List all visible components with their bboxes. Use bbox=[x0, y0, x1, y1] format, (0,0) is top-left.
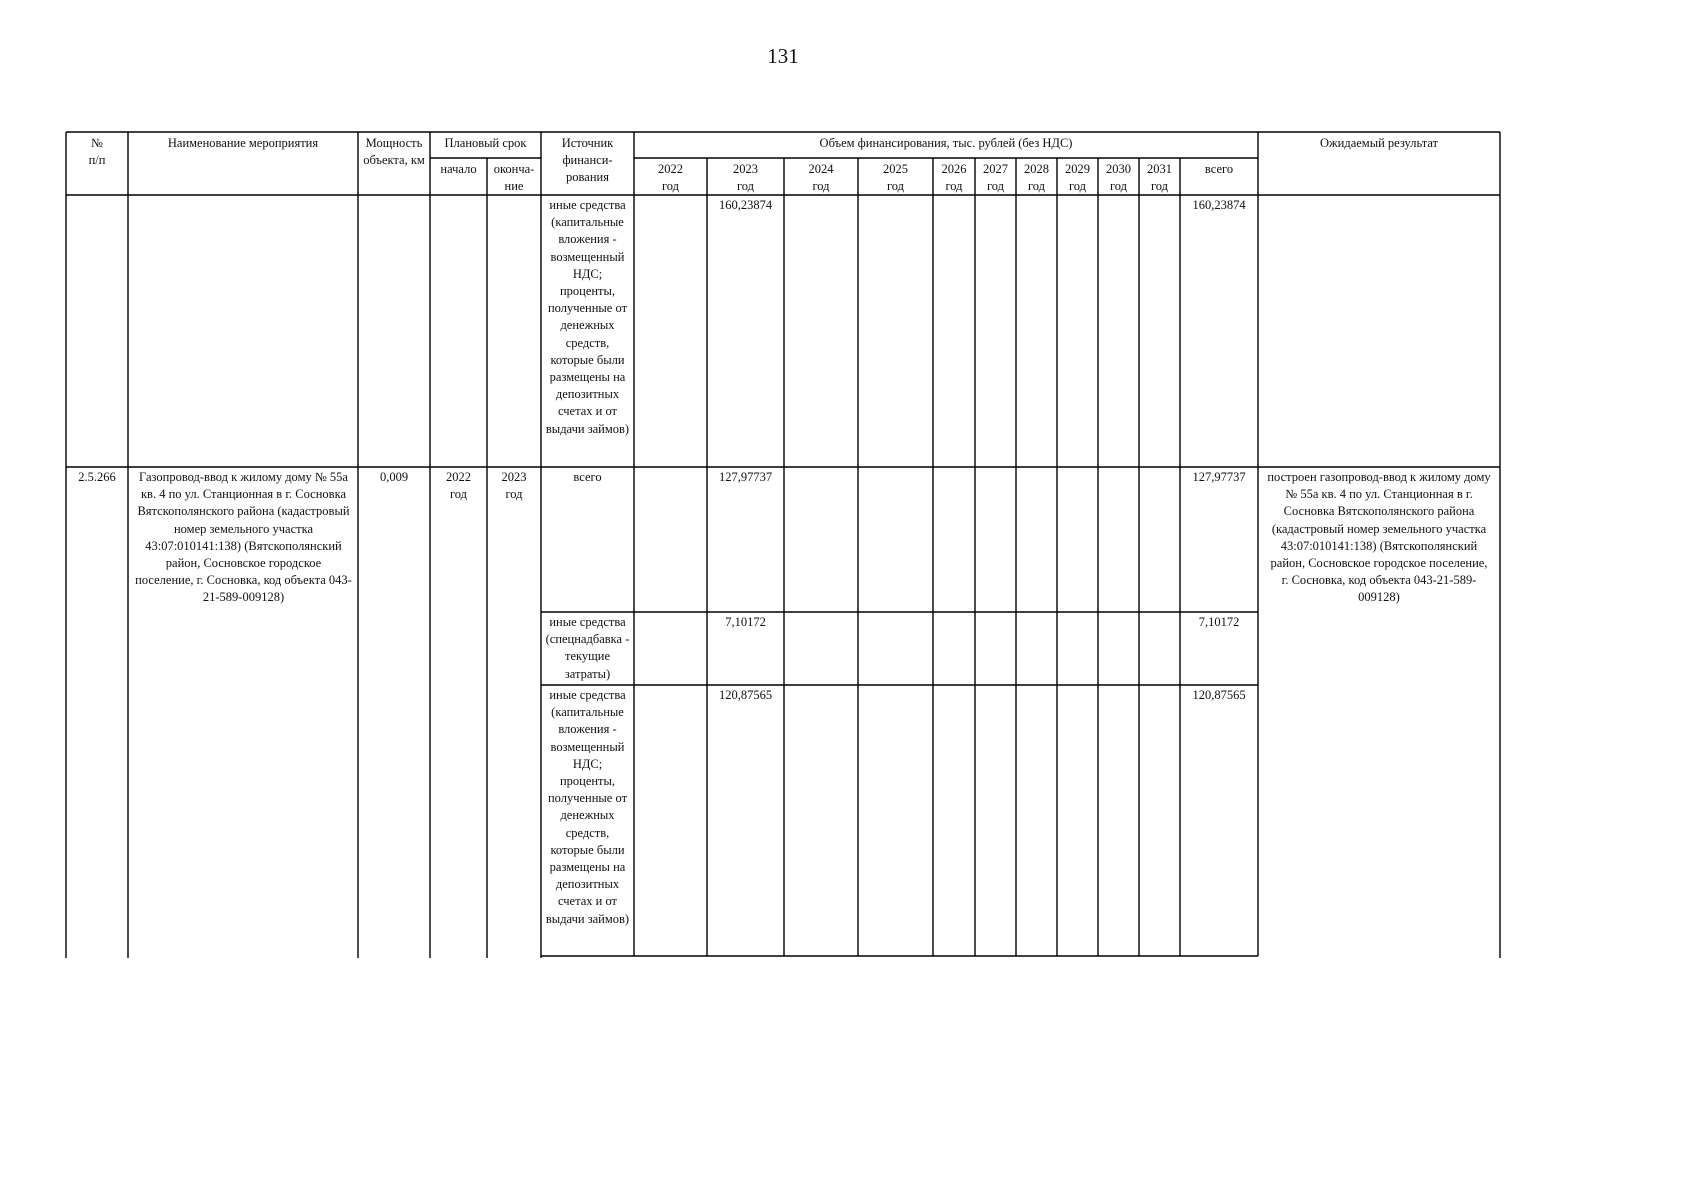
year-label: 2031 bbox=[1147, 162, 1172, 176]
source-line: выдачи займов) bbox=[545, 421, 630, 436]
result-line: г. Сосновка, код объекта 043-21-589- bbox=[1281, 573, 1477, 588]
year-label: 2022 bbox=[658, 162, 683, 176]
year-label: 2030 bbox=[1106, 162, 1131, 176]
source-line: проценты, bbox=[559, 774, 616, 789]
result-line: 009128) bbox=[1358, 590, 1400, 605]
header-source-line-3: рования bbox=[566, 170, 609, 185]
header-year-2025 bbox=[858, 161, 933, 195]
source-line: текущие bbox=[564, 649, 611, 664]
continued-row-2023-value: 160,23874 bbox=[718, 198, 773, 212]
year-label: 2029 bbox=[1065, 162, 1090, 176]
result-line: Сосновка Вятскополянского района bbox=[1283, 504, 1475, 519]
result-line: (кадастровый номер земельного участка bbox=[1271, 521, 1487, 536]
year-unit: год bbox=[1109, 179, 1128, 194]
item-capital-total: 120,87565 bbox=[1192, 688, 1246, 702]
source-line: проценты, bbox=[559, 284, 616, 299]
item-end-unit: год bbox=[505, 487, 523, 502]
header-year-2027 bbox=[975, 161, 1016, 195]
item-name-line: 21-589-009128) bbox=[202, 590, 285, 605]
year-unit: год bbox=[812, 179, 830, 194]
year-label: 2028 bbox=[1024, 162, 1049, 176]
year-unit: год bbox=[661, 179, 680, 194]
source-line: затраты) bbox=[564, 666, 611, 681]
header-name: Наименование мероприятия bbox=[167, 136, 319, 150]
header-year-2026 bbox=[933, 161, 975, 195]
continued-row-total: 160,23874 bbox=[1192, 198, 1246, 212]
source-line: иные средства bbox=[549, 615, 626, 629]
source-line: денежных bbox=[560, 808, 615, 823]
item-surcharge-2023-value: 7,10172 bbox=[725, 615, 766, 629]
item-capacity: 0,009 bbox=[379, 470, 409, 484]
year-label: 2027 bbox=[983, 162, 1008, 176]
source-line: выдачи займов) bbox=[545, 911, 630, 926]
item-start-unit: год bbox=[449, 487, 468, 502]
header-source-line-2: финанси- bbox=[562, 153, 613, 168]
year-label: 2026 bbox=[941, 162, 967, 176]
item-capital-2023-value: 120,87565 bbox=[718, 688, 773, 702]
source-line: полученные от bbox=[547, 791, 628, 806]
header-year-2028 bbox=[1016, 161, 1057, 195]
source-line: иные средства bbox=[549, 198, 626, 212]
source-line: вложения - bbox=[558, 722, 617, 737]
source-line: средств, bbox=[565, 335, 610, 350]
item-end bbox=[487, 469, 541, 503]
item-name-line: кв. 4 по ул. Станционная в г. Сосновка bbox=[140, 487, 347, 502]
source-line: средств, bbox=[565, 825, 610, 840]
header-num-line-2: п/п bbox=[88, 153, 106, 168]
header-end bbox=[487, 161, 541, 195]
item-source-total: всего bbox=[573, 470, 602, 484]
header-capacity bbox=[358, 135, 430, 169]
source-line: возмещенный bbox=[550, 739, 625, 754]
header-year-2023 bbox=[707, 161, 784, 195]
source-line: (капитальные bbox=[551, 705, 624, 720]
item-name bbox=[129, 469, 358, 607]
item-name-line: 43:07:010141:138) (Вятскополянский bbox=[145, 538, 342, 553]
item-name-line: поселение, г. Сосновка, код объекта 043- bbox=[135, 573, 352, 588]
item-total-sum: 127,97737 bbox=[1192, 470, 1246, 484]
item-name-line: район, Сосновское городское bbox=[165, 556, 322, 571]
year-unit: год bbox=[945, 179, 963, 194]
source-line: иные средства bbox=[549, 688, 626, 702]
year-unit: год bbox=[1027, 179, 1046, 194]
source-line: депозитных bbox=[555, 877, 620, 892]
source-line: размещены на bbox=[549, 860, 626, 875]
header-start: начало bbox=[440, 162, 477, 176]
header-source-line-1: Источник bbox=[561, 136, 614, 150]
item-name-line: номер земельного участка bbox=[173, 521, 314, 536]
header-capacity-line-2: объекта, км bbox=[363, 153, 425, 168]
item-start bbox=[430, 469, 487, 503]
continued-row-source bbox=[541, 197, 634, 438]
year-unit: год bbox=[886, 179, 905, 194]
header-year-2022 bbox=[634, 161, 707, 195]
header-year-2029 bbox=[1057, 161, 1098, 195]
header-source bbox=[541, 135, 634, 187]
source-line: депозитных bbox=[555, 387, 620, 402]
header-total: всего bbox=[1204, 162, 1234, 176]
year-label: 2023 bbox=[733, 162, 758, 176]
item-total-2023-value: 127,97737 bbox=[718, 470, 773, 484]
source-line: денежных bbox=[560, 318, 615, 333]
result-line: район, Сосновское городское поселение, bbox=[1270, 556, 1488, 571]
item-end-year: 2023 bbox=[501, 470, 527, 484]
header-end-line-1: оконча- bbox=[493, 162, 535, 176]
source-line: (капитальные bbox=[551, 215, 624, 230]
header-funding-volume: Объем финансирования, тыс. рублей (без НДС) bbox=[819, 136, 1073, 150]
header-num-line-1: № bbox=[91, 136, 103, 150]
source-line: размещены на bbox=[549, 370, 626, 385]
page-number: 131 bbox=[767, 44, 799, 68]
year-unit: год bbox=[736, 179, 755, 194]
header-year-2030 bbox=[1098, 161, 1139, 195]
source-line: НДС; bbox=[572, 756, 603, 771]
item-number: 2.5.266 bbox=[78, 470, 116, 484]
header-end-line-2: ние bbox=[504, 179, 524, 194]
source-line: возмещенный bbox=[550, 249, 625, 264]
header-planned-term: Плановый срок bbox=[444, 136, 527, 150]
header-year-2024 bbox=[784, 161, 858, 195]
item-expected-result bbox=[1259, 469, 1499, 607]
result-line: № 55а кв. 4 по ул. Станционная в г. bbox=[1285, 487, 1473, 502]
result-line: 43:07:010141:138) (Вятскополянский bbox=[1280, 538, 1478, 553]
item-name-line: Газопровод-ввод к жилому дому № 55а bbox=[139, 470, 348, 484]
source-line: счетах и от bbox=[557, 404, 618, 419]
result-line: построен газопровод-ввод к жилому дому bbox=[1267, 470, 1491, 484]
source-line: вложения - bbox=[558, 232, 617, 247]
header-expected-result: Ожидаемый результат bbox=[1319, 136, 1439, 150]
header-num bbox=[66, 135, 128, 169]
year-unit: год bbox=[1068, 179, 1087, 194]
year-label: 2025 bbox=[883, 162, 908, 176]
source-line: НДС; bbox=[572, 266, 603, 281]
item-start-year: 2022 bbox=[446, 470, 471, 484]
year-label: 2024 bbox=[808, 162, 834, 176]
header-capacity-line-1: Мощность bbox=[365, 136, 423, 150]
header-year-2031 bbox=[1139, 161, 1180, 195]
item-surcharge-total: 7,10172 bbox=[1198, 615, 1240, 629]
item-source-surcharge bbox=[541, 614, 634, 683]
source-line: которые были bbox=[550, 352, 625, 367]
year-unit: год bbox=[1150, 179, 1169, 194]
year-unit: год bbox=[986, 179, 1005, 194]
source-line: (спецнадбавка - bbox=[545, 632, 630, 647]
item-source-capital bbox=[541, 687, 634, 928]
source-line: которые были bbox=[550, 842, 625, 857]
item-name-line: Вятскополянского района (кадастровый bbox=[137, 504, 350, 519]
source-line: счетах и от bbox=[557, 894, 618, 909]
source-line: полученные от bbox=[547, 301, 628, 316]
